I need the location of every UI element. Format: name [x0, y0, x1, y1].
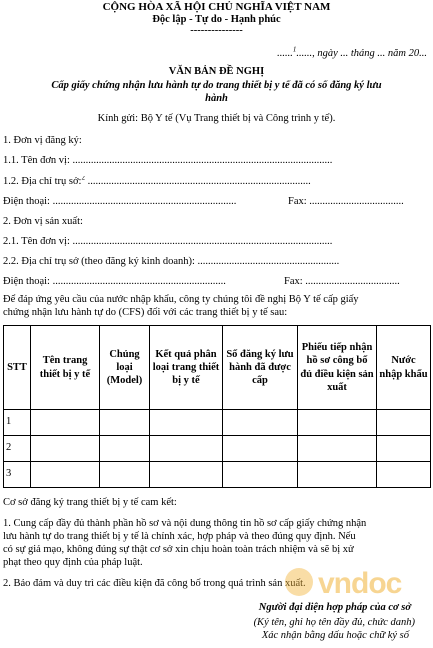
request-line2: chứng nhận lưu hành tự do (CFS) đối với các trang thiết bị y tế sau: — [3, 307, 288, 318]
table-cell[interactable] — [223, 462, 298, 488]
commit-p1-line3: có sự giả mạo, không đúng sự thật cơ sở xin chịu hoàn toàn trách nhiệm và sẽ bị xử — [3, 544, 354, 555]
table-row — [4, 436, 431, 462]
col-header-stt: STT — [4, 326, 31, 410]
col-header-registration-number: Số đăng ký lưu hành đã được cấp — [223, 326, 298, 410]
table-cell[interactable] — [100, 462, 150, 488]
row-number: 1 — [4, 410, 31, 436]
table-cell[interactable] — [223, 436, 298, 462]
section1-unit-name: 1.1. Tên đơn vị: ................................................................................................... — [3, 155, 333, 166]
table-header-row — [4, 326, 431, 410]
col-header-classification: Kết quả phân loại trang thiết bị y tế — [150, 326, 223, 410]
date-line — [277, 45, 427, 61]
table-cell[interactable] — [100, 436, 150, 462]
row-number: 3 — [4, 462, 31, 488]
table-row — [4, 410, 431, 436]
table-cell[interactable] — [150, 436, 223, 462]
watermark-logo: vndoc — [318, 567, 402, 600]
national-motto: Độc lập - Tự do - Hạnh phúc — [152, 14, 281, 25]
commit-p1-line2: lưu hành tự do trang thiết bị y tế là chính xác, hợp pháp và theo đúng quy định. Nếu — [3, 531, 356, 542]
watermark-mascot-icon — [285, 568, 313, 596]
section1-address — [3, 176, 430, 189]
col-header-device-name: Tên trang thiết bị y tế — [31, 326, 100, 410]
section2-phone: Điện thoại: .................................................................. — [3, 276, 226, 287]
section1-address-label: 1.2. Địa chỉ trụ sở: — [3, 176, 82, 187]
document-title: VĂN BẢN ĐỀ NGHỊ — [168, 66, 265, 77]
table-cell[interactable] — [298, 410, 377, 436]
addressee: Kính gửi: Bộ Y tế (Vụ Trang thiết bị và Công trình y tế). — [97, 113, 336, 124]
section2-unit-name: 2.1. Tên đơn vị: ................................................................................................... — [3, 236, 333, 247]
table-cell[interactable] — [377, 410, 431, 436]
document-subtitle-line2: hành — [205, 93, 228, 104]
table-cell[interactable] — [377, 436, 431, 462]
table-cell[interactable] — [298, 436, 377, 462]
signature-note1: (Ký tên, ghi họ tên đầy đủ, chức danh) — [253, 617, 415, 628]
equipment-table — [3, 325, 431, 488]
commit-p2: 2. Bảo đảm và duy trì các điều kiện đã công bố trong quá trình sản xuất. — [3, 578, 306, 589]
commit-p1-line1: 1. Cung cấp đầy đủ thành phần hồ sơ và nội dung thông tin hồ sơ cấp giấy chứng nhận — [3, 518, 367, 529]
table-cell[interactable] — [100, 410, 150, 436]
signature-title: Người đại diện hợp pháp của cơ sở — [258, 602, 411, 613]
header-divider: --------------- — [190, 25, 243, 36]
table-cell[interactable] — [223, 410, 298, 436]
section2-heading: 2. Đơn vị sản xuất: — [3, 216, 83, 227]
col-header-import-country: Nước nhập khẩu — [377, 326, 431, 410]
section1-phone: Điện thoại: ...................................................................... — [3, 196, 237, 207]
date-prefix: ...... — [277, 48, 293, 59]
table-cell[interactable] — [298, 462, 377, 488]
table-row — [4, 462, 431, 488]
date-text: ......, ngày ... tháng ... năm 20... — [296, 48, 427, 59]
footnote-marker-2: 2 — [81, 176, 85, 182]
col-header-model: Chủng loại (Model) — [100, 326, 150, 410]
signature-note2: Xác nhận bằng dấu hoặc chữ ký số — [261, 630, 409, 641]
section1-address-dots: ..................................................................................... — [84, 176, 311, 187]
table-cell[interactable] — [31, 436, 100, 462]
document-subtitle-line1: Cấp giấy chứng nhận lưu hành tự do trang thiết bị y tế đã có số đăng ký lưu — [51, 80, 382, 91]
country-name: CỘNG HÒA XÃ HỘI CHỦ NGHĨA VIỆT NAM — [102, 1, 331, 13]
table-cell[interactable] — [377, 462, 431, 488]
table-cell[interactable] — [150, 410, 223, 436]
table-cell[interactable] — [31, 410, 100, 436]
table-cell[interactable] — [150, 462, 223, 488]
footnote-marker-1: 1 — [292, 45, 297, 54]
row-number: 2 — [4, 436, 31, 462]
section2-address: 2.2. Địa chỉ trụ sở (theo đăng ký kinh doanh): ...................................................... — [3, 256, 340, 267]
section2-fax: Fax: .................................... — [284, 276, 400, 287]
commit-p1-line4: phạt theo quy định của pháp luật. — [3, 557, 143, 568]
commit-intro: Cơ sở đăng ký trang thiết bị y tế cam kết: — [3, 497, 177, 508]
table-cell[interactable] — [31, 462, 100, 488]
section1-fax: Fax: .................................... — [288, 196, 404, 207]
request-line1: Để đáp ứng yêu cầu của nước nhập khẩu, công ty chúng tôi đề nghị Bộ Y tế cấp giấy — [3, 294, 359, 305]
col-header-receipt: Phiếu tiếp nhận hồ sơ công bố đủ điều kiện sản xuất — [298, 326, 377, 410]
section1-heading: 1. Đơn vị đăng ký: — [3, 135, 82, 146]
